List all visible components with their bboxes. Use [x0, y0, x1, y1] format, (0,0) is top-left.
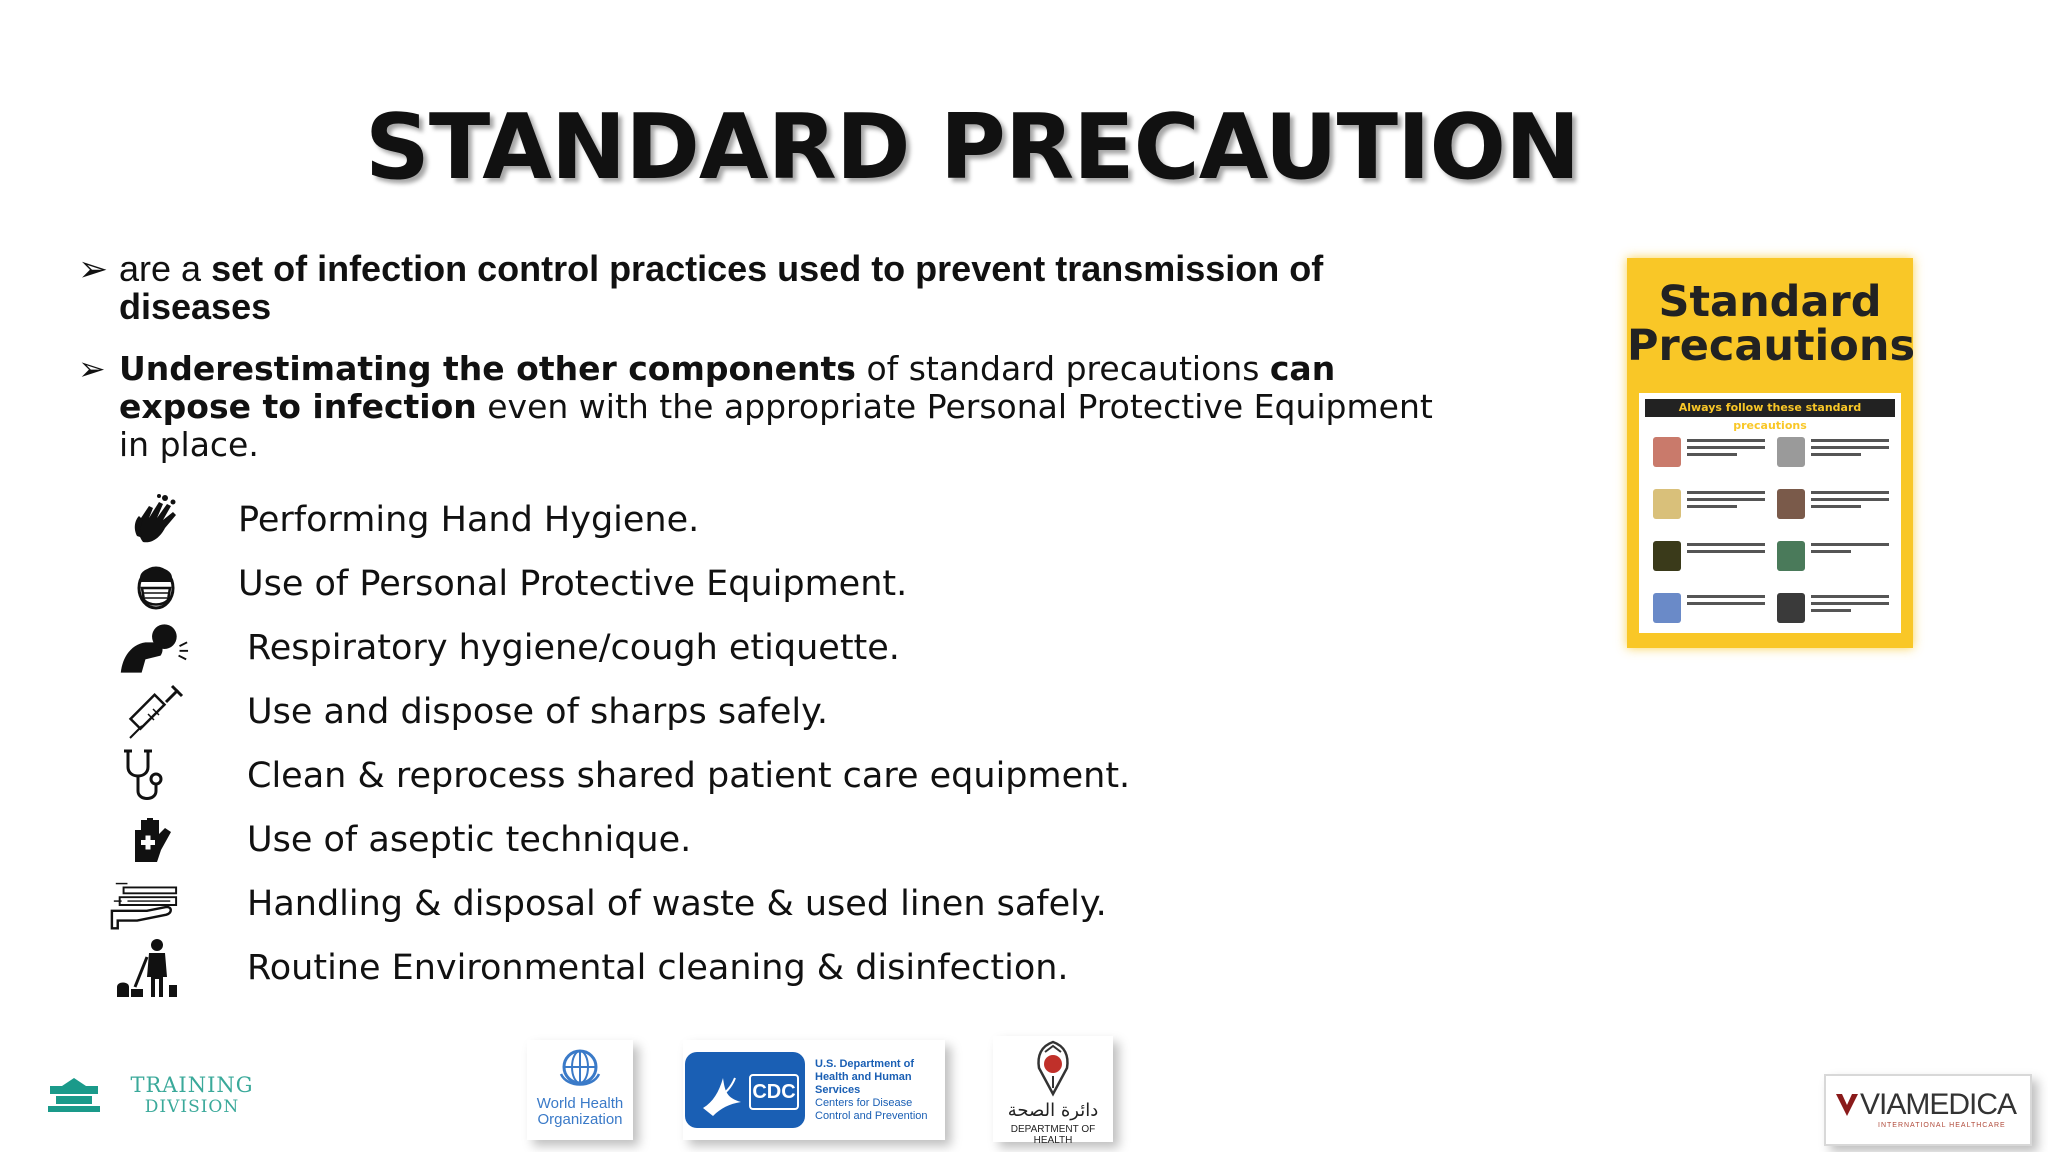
poster-cell-text: [1687, 505, 1737, 508]
who-logo: [527, 1040, 633, 1140]
sharps-thumb-icon: [1653, 541, 1681, 571]
ppe-thumb-icon: [1653, 489, 1681, 519]
bullet-text: [119, 350, 1458, 464]
poster-cell-text: [1687, 498, 1765, 501]
item-label: Handling & disposal of waste & used linen safely.: [247, 884, 1107, 924]
poster-cell-text: [1811, 491, 1889, 494]
poster-cell-text: [1687, 491, 1765, 494]
item-label: Respiratory hygiene/cough etiquette.: [247, 628, 900, 668]
item-label: Use of aseptic technique.: [247, 820, 692, 860]
cleaning-thumb-icon: [1653, 593, 1681, 623]
who-emblem-icon: [557, 1044, 603, 1090]
bullet-text-part: are a: [119, 248, 212, 289]
cdc-text-line: Health and Human Services: [815, 1071, 912, 1096]
department-of-health-logo: [993, 1036, 1113, 1146]
poster-cell-text: [1687, 439, 1765, 442]
poster-cell-text: [1811, 595, 1889, 598]
slide-title: STANDARD PRECAUTION: [365, 95, 1580, 200]
poster-cell: [1653, 589, 1771, 629]
poster-cell-text: [1811, 609, 1851, 612]
poster-cell-text: [1811, 439, 1889, 442]
training-line: DIVISION: [144, 1097, 240, 1117]
poster-strip: Always follow these standard precautions: [1645, 399, 1895, 417]
respiratory-thumb-icon: [1777, 489, 1805, 519]
stethoscope-icon: [110, 746, 182, 806]
cdc-text-line: Control and Prevention: [815, 1110, 928, 1122]
cdc-text-line: U.S. Department of: [815, 1058, 915, 1070]
poster-cell-text: [1811, 543, 1889, 546]
glove-cross-icon: [115, 810, 187, 870]
linen-hand-icon: [108, 874, 180, 934]
poster-cell-text: [1687, 446, 1765, 449]
who-text-line: World Health: [536, 1095, 624, 1112]
item-label: Performing Hand Hygiene.: [238, 500, 700, 540]
bullet-text-bold: can expose to infection: [119, 349, 1336, 426]
item-label: Use and dispose of sharps safely.: [247, 692, 828, 732]
falcon-emblem-icon: [1031, 1038, 1075, 1098]
cleaner-icon: [110, 938, 182, 998]
cdc-logo: [683, 1040, 945, 1140]
standard-precautions-poster: [1627, 258, 1916, 648]
doh-label: DEPARTMENT OF HEALTH: [1010, 1124, 1096, 1146]
poster-cell-text: [1811, 505, 1861, 508]
poster-cell-text: [1687, 550, 1765, 553]
poster-title-line: Standard: [1658, 277, 1882, 327]
syringe-icon: [120, 682, 192, 742]
doh-arabic-text: دائرة الصحة: [1007, 1100, 1099, 1121]
poster-cell-text: [1687, 543, 1765, 546]
bullet-text-bold: set of infection control practices used to prevent transmission of diseases: [119, 248, 1324, 327]
poster-cell-text: [1811, 446, 1889, 449]
poster-body: [1639, 393, 1901, 633]
poster-cell-text: [1687, 602, 1765, 605]
poster-cell-text: [1811, 602, 1889, 605]
poster-cell-text: [1811, 498, 1889, 501]
viamedica-logo: [1824, 1074, 2032, 1146]
poster-cell-text: [1687, 595, 1765, 598]
cdc-mark: CDC: [749, 1074, 799, 1110]
poster-cell: [1653, 433, 1771, 473]
cdc-badge: [685, 1052, 805, 1128]
poster-cell: [1777, 589, 1895, 629]
training-division-logo-icon: [46, 1078, 102, 1120]
poster-cell-text: [1811, 550, 1851, 553]
poster-cell: [1777, 537, 1895, 577]
hand-wash-icon: [120, 490, 192, 550]
hhs-eagle-icon: [697, 1062, 747, 1118]
viamedica-subtext: INTERNATIONAL HEALTHCARE: [1878, 1122, 2006, 1129]
bullet-underestimating: [78, 350, 1458, 464]
poster-cell: [1777, 485, 1895, 525]
hand-hygiene-thumb-icon: [1653, 437, 1681, 467]
bullet-definition: [78, 250, 1458, 326]
bullet-text-bold: Underestimating the other components: [119, 349, 856, 388]
cdc-text-line: Centers for Disease: [815, 1097, 913, 1109]
bullet-text-part: of standard precautions: [855, 349, 1270, 388]
item-label: Routine Environmental cleaning & disinfection.: [247, 948, 1069, 988]
poster-cell: [1653, 485, 1771, 525]
aseptic-thumb-icon: [1777, 541, 1805, 571]
item-label: Use of Personal Protective Equipment.: [238, 564, 908, 604]
viamedica-text: VIAMEDICA: [1860, 1088, 2017, 1121]
waste-thumb-icon: [1777, 593, 1805, 623]
poster-title-line: Precautions: [1627, 321, 1916, 371]
equipment-thumb-icon: [1777, 437, 1805, 467]
poster-cell-text: [1687, 453, 1737, 456]
poster-cell: [1777, 433, 1895, 473]
poster-title: [1627, 277, 1916, 371]
cough-icon: [117, 618, 189, 678]
bullet-arrow-icon: ➢: [78, 248, 109, 289]
training-line: TRAINING: [130, 1073, 254, 1097]
bullet-text: [119, 250, 1458, 326]
viamedica-mark-icon: [1836, 1094, 1858, 1116]
face-mask-icon: [120, 554, 192, 614]
who-text-line: Organization: [537, 1111, 623, 1128]
bullet-arrow-icon: ➢: [78, 349, 106, 388]
poster-cell: [1653, 537, 1771, 577]
poster-cell-text: [1811, 453, 1861, 456]
bullet-text-part: even with the appropriate Personal Protective Equipment in place.: [119, 387, 1433, 464]
item-label: Clean & reprocess shared patient care equipment.: [247, 756, 1131, 796]
training-division-text: [118, 1074, 266, 1118]
